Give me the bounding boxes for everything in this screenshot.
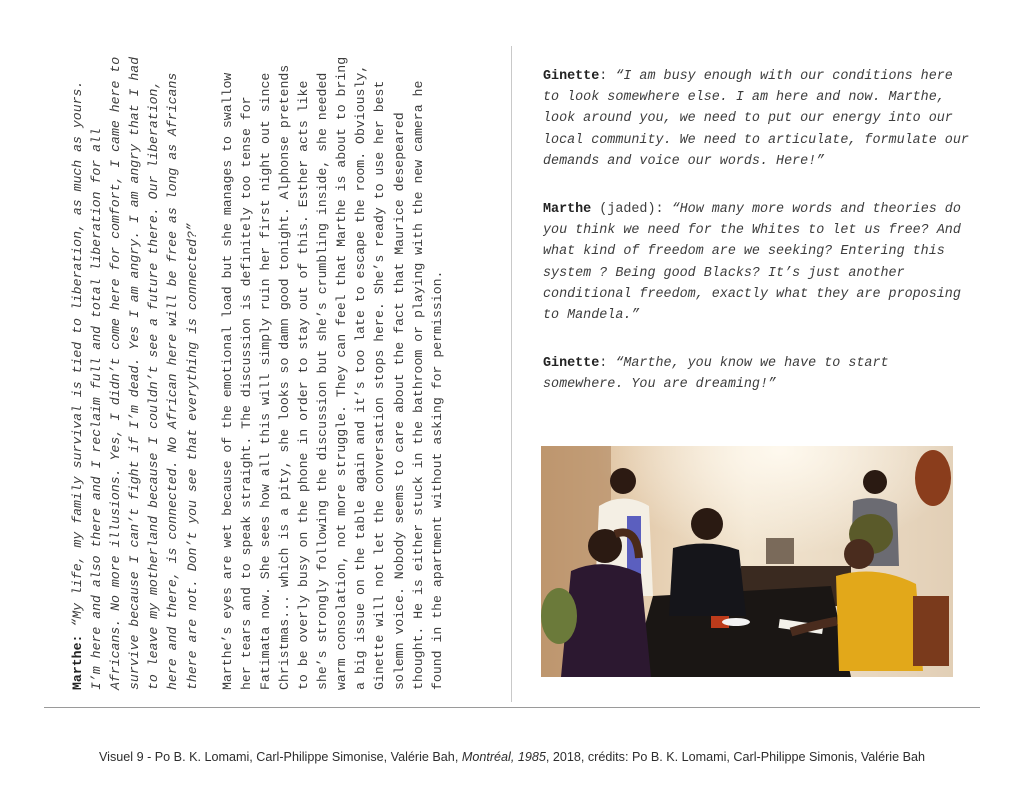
dialogue-text: “How many more words and theories do you think we need for the Whites to let us free? And what kind of freedom are we seeking? Entering this system ? Being good Blacks? It’s just another conditional freedom, exactly what they are proposing to Mandela.” (543, 202, 961, 324)
dialogue-column (543, 66, 973, 423)
dialogue-text: “I am busy enough with our conditions here to look somewhere else. I am here and now. Marthe, look around you, we need to put our energy into our local community. We need to articulate, formulate our demands and voice our words. Here!” (543, 69, 969, 169)
rotated-text-column (68, 50, 498, 690)
caption-title: Montréal, 1985 (461, 750, 546, 764)
dialogue-line: Marthe (jaded): “How many more words and theories do you think we need for the Whites to let us free? And what kind of freedom are we seeking? Entering this system ? Being good Blacks? It’s just another conditional freedom, exactly what they are proposing to Mandela.” (543, 202, 961, 324)
stage-direction: (jaded) (591, 202, 656, 218)
narration-paragraph: Marthe’s eyes are wet because of the emotional load but she manages to swallow her tears and to speak straight. The discussion is definitely too tense for Fatimata now. She sees how all this will simply ruin her first night out since Christmas... which is a pity, she looks so damn good tonight. Alphonse pretends to be overly busy on the phone in order to stay out of this. Esther acts like she’s strongly following the discussion but she’s crumbling inside, she needed warm consolation, not more struggle. They can feel that Marthe is about to bring a big issue on the table again and it’s too late to escape the room. Obviously, Ginette will not let the conversation stops here. She’s ready to use her best solemn voice. Nobody seems to care about the fact that Maurice desepeared thought. He is either stuck in the bathroom or playing with the new camera he found in the apartment without asking for permission. (219, 56, 445, 690)
dialogue-line: Ginette: “Marthe, you know we have to start somewhere. You are dreaming!” (543, 356, 889, 393)
scene-photo (541, 446, 953, 677)
dialogue-text: “Marthe, you know we have to start somewhere. You are dreaming!” (543, 356, 889, 393)
footer-rule (44, 707, 980, 708)
speaker-name: Ginette (543, 356, 600, 372)
speaker-name: Ginette (543, 69, 600, 84)
figure-caption: Visuel 9 - Po B. K. Lomami, Carl-Philippe Simonise, Valérie Bah, Montréal, 1985, 2018, crédits: Po B. K. Lomami, Carl-Philippe Simonis, Valérie Bah (99, 750, 925, 764)
speaker-name: Marthe (70, 642, 85, 690)
speaker-name: Marthe (543, 202, 592, 218)
monologue-text: “My life, my family survival is tied to liberation, as much as yours. I’m here and also there and I reclaim full and total liberation for all Africans. No more illusions. Yes, I didn’t come here for comfort, I came here to survive because I can’t fight if I’m dead. Yes I am angry. I am angry that I had to leave my motherland because I couldn’t see a future there. Our liberation, here and there, is connected. No African here will be free as long as Africans there are not. Don’t you see that everything is connected?” (70, 56, 200, 690)
marthe-monologue: Marthe: “My life, my family survival is tied to liberation, as much as yours. I’m here and also there and I reclaim full and total liberation for all Africans. No more illusions. Yes, I didn’t come here for comfort, I came here to survive because I can’t fight if I’m dead. Yes I am angry. I am angry that I had to leave my motherland because I couldn’t see a future there. Our liberation, here and there, is connected. No African here will be free as long as Africans there are not. Don’t you see that everything is connected?” (70, 56, 200, 690)
column-divider (511, 46, 512, 702)
dialogue-line: Ginette: “I am busy enough with our conditions here to look somewhere else. I am here and now. Marthe, look around you, we need to put our energy into our local community. We need to articulate, formulate our demands and voice our words. Here!” (543, 69, 969, 169)
